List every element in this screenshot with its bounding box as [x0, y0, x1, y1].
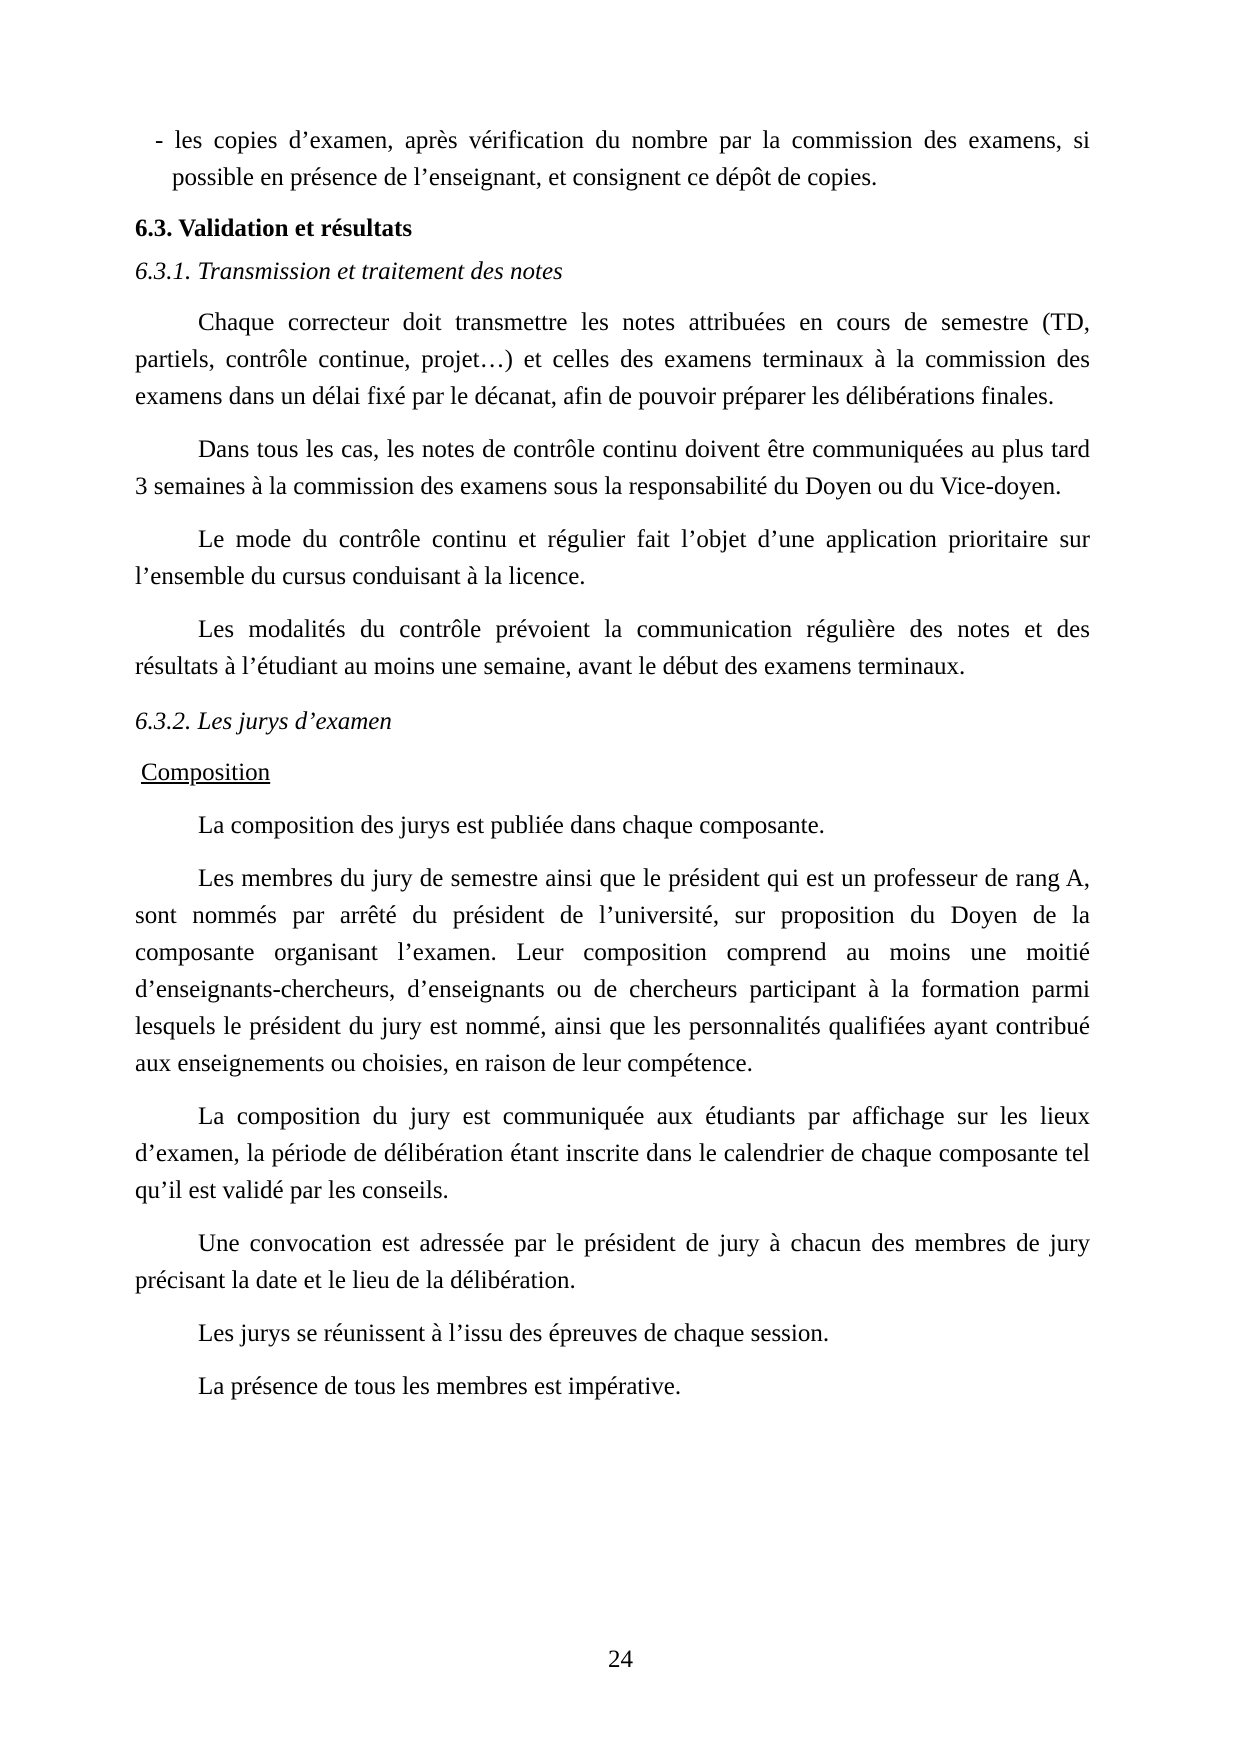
subsection-heading-631: 6.3.1. Transmission et traitement des notes: [135, 258, 563, 285]
paragraph-transmission-2: Dans tous les cas, les notes de contrôle continu doivent être communiquées au plus tard 3 semaines à la commission des examens sous la responsabilité du Doyen ou du Vice-doyen.: [135, 436, 1090, 500]
list-item-text: les copies d’examen, après vérification du nombre par la commission des examens, si possible en présence de l’enseignant, et consignent ce dépôt de copies.: [172, 127, 1090, 191]
paragraph-transmission-1: Chaque correcteur doit transmettre les notes attribuées en cours de semestre (TD, partiels, contrôle continue, projet…) et celles des examens terminaux à la commission des examens dans un délai fixé par le décanat, afin de pouvoir préparer les délibérations finales.: [135, 309, 1090, 410]
page-number: 24: [608, 1646, 633, 1673]
section-heading-63: 6.3. Validation et résultats: [135, 215, 413, 242]
composition-subheading: Composition: [141, 759, 271, 786]
paragraph-jurys-5: Les jurys se réunissent à l’issu des épreuves de chaque session.: [198, 1320, 830, 1347]
paragraph-jurys-4: Une convocation est adressée par le président de jury à chacun des membres de jury précisant la date et le lieu de la délibération.: [135, 1230, 1090, 1294]
paragraph-transmission-4: Les modalités du contrôle prévoient la communication régulière des notes et des résultats à l’étudiant au moins une semaine, avant le début des examens terminaux.: [135, 616, 1090, 680]
paragraph-transmission-3: Le mode du contrôle continu et régulier fait l’objet d’une application prioritaire sur l’ensemble du cursus conduisant à la licence.: [135, 526, 1090, 590]
paragraph-jurys-2: Les membres du jury de semestre ainsi que le président qui est un professeur de rang A, sont nommés par arrêté du président de l’université, sur proposition du Doyen de la composante organisant l’examen. Leur composition comprend au moins une moitié d’enseignants-chercheurs, d’enseignants ou de chercheurs participant à la formation parmi lesquels le président du jury est nommé, ainsi que les personnalités qualifiées ayant contribué aux enseignements ou choisies, en raison de leur compétence.: [135, 865, 1090, 1077]
paragraph-jurys-6: La présence de tous les membres est impérative.: [198, 1373, 682, 1400]
paragraph-jurys-3: La composition du jury est communiquée aux étudiants par affichage sur les lieux d’examen, la période de délibération étant inscrite dans le calendrier de chaque composante tel qu’il est validé par les conseils.: [135, 1103, 1090, 1204]
subsection-heading-632: 6.3.2. Les jurys d’examen: [135, 708, 392, 735]
list-marker: -: [155, 127, 164, 154]
paragraph-jurys-1: La composition des jurys est publiée dans chaque composante.: [198, 812, 825, 839]
list-item: [155, 122, 1090, 196]
